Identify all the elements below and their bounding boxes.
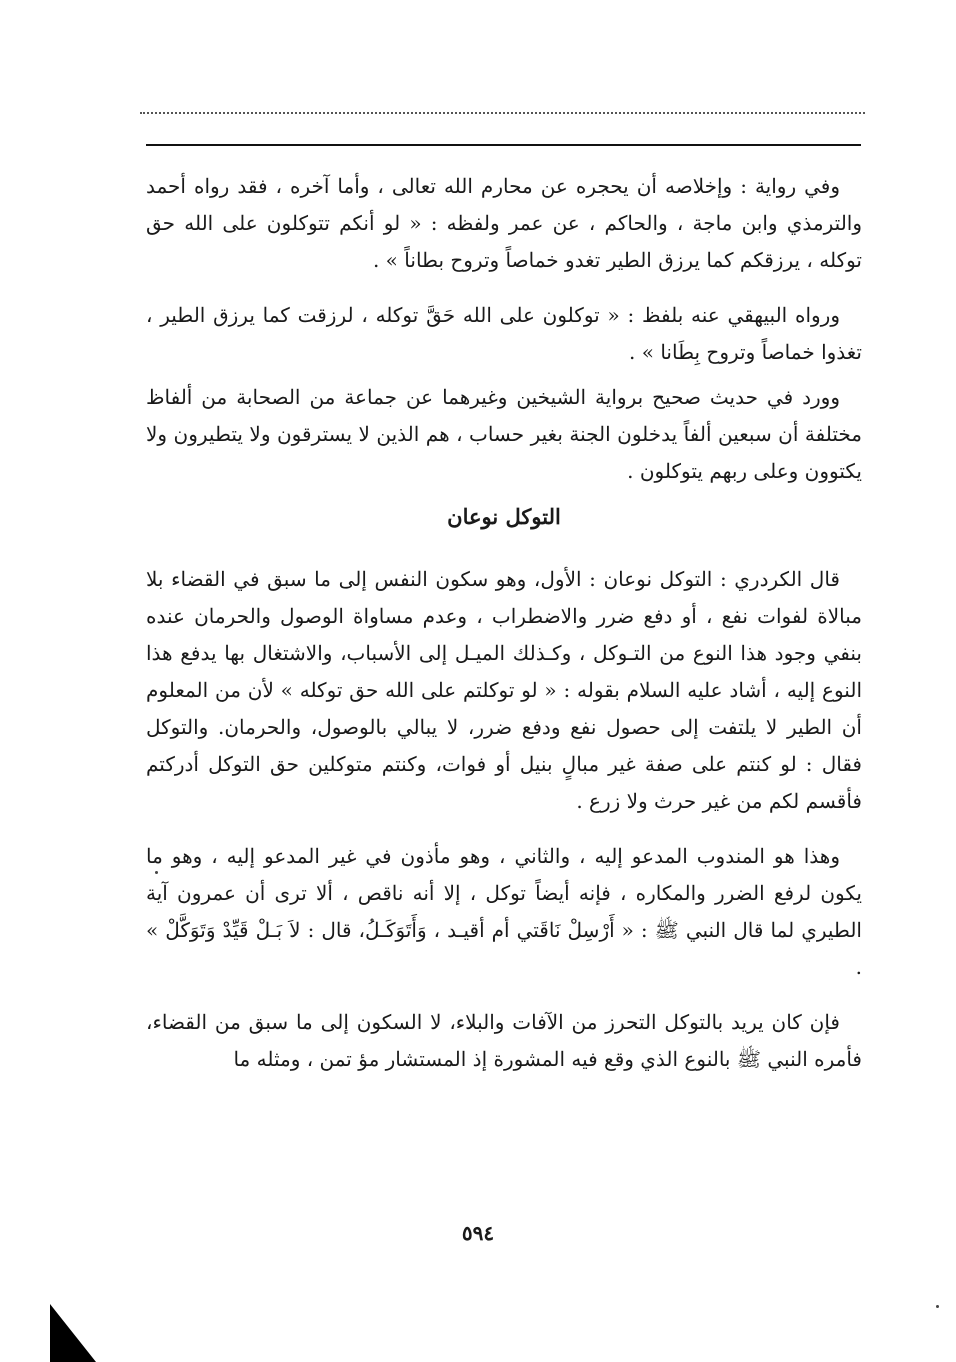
scan-speck	[936, 1305, 939, 1308]
paragraph-5: وهذا هو المندوب المدعو إليه ، والثاني ، وهو مأذون في غير المدعو إليه ، وهو ما يكون لرفع الضرر والمكاره ، فإنه أيضاً توكل ، إلا أنه ناقص ، ألا ترى أن عمرون آية الطيري لما قال النبي ﷺ : « أَرْسِلْ نَاقَتي أم أقيـد ، وَأَتَوَكَـلُ، قال : لاَ بَـلْ قَيِّدْ وَتَوَكَّلْ » .	[146, 844, 862, 979]
paragraph-1: وفي رواية : وإخلاصه أن يحجره عن محارم الله تعالى ، وأما آخره ، فقد رواه أحمد والترمذي وابن ماجة ، والحاكم ، عن عمر ولفظه : « لو أنكم تتوكلون على الله حق توكله ، يرزقكم كما يرزق الطير تغدو خماصاً وتروح بطاناً » .	[146, 174, 862, 272]
corner-triangle-mark	[50, 1304, 96, 1362]
page-body	[146, 168, 862, 1096]
paragraph-6: فإن كان يريد بالتوكل التحرز من الآفات والبلاء، لا السكون إلى ما سبق من القضاء، فأمره النبي ﷺ بالنوع الذي وقع فيه المشورة إذ المستشار مؤ تمن ، ومثله ما	[146, 1010, 862, 1071]
scan-speck	[155, 871, 158, 874]
page-number: ٥٩٤	[461, 1221, 495, 1245]
paragraph-4: قال الكردري : التوكل نوعان : الأول، وهو سكون النفس إلى ما سبق في القضاء بلا مبالاة لفوات نفع ، أو دفع ضرر والاضطراب ، وعدم مساواة الوصول والحرمان عنده بنفي وجود هذا النوع من التـوكل ، وكـذلك الميـل إلى الأسباب، والاشتغال بها يدفع هذا النوع إليه ، أشاد عليه السلام بقوله : « لو توكلتم على الله حق توكله » لأن من المعلوم أن الطير لا يلتفت إلى حصول نفع ودفع ضرر، لا يبالي بالوصول، والحرمان. والتوكل فقال : لو كنتم على صفة غير مبالٍ بنيل أو فوات، وكنتم متوكلين حق التوكل أدركتم فأقسم لكم من غير حرث ولا زرع .	[146, 567, 862, 813]
paragraph-3: وورد في حديث صحيح برواية الشيخين وغيرهما عن جماعة من الصحابة من ألفاظ مختلفة أن سبعين ألفاً يدخلون الجنة بغير حساب ، هم الذين لا يسترقون ولا يتطيرون ولا يكتوون وعلى ربهم يتوكلون .	[146, 385, 862, 483]
header-rule	[146, 144, 861, 146]
top-dotted-line	[140, 112, 865, 114]
paragraph-2: ورواه البيهقي عنه بلفظ : « توكلون على الله حَقَّ توكله ، لرزقت كما يرزق الطير ، تغذوا خماصاً وتروح بِطَانا » .	[146, 303, 862, 364]
section-heading: التوكل نوعان	[447, 504, 561, 529]
